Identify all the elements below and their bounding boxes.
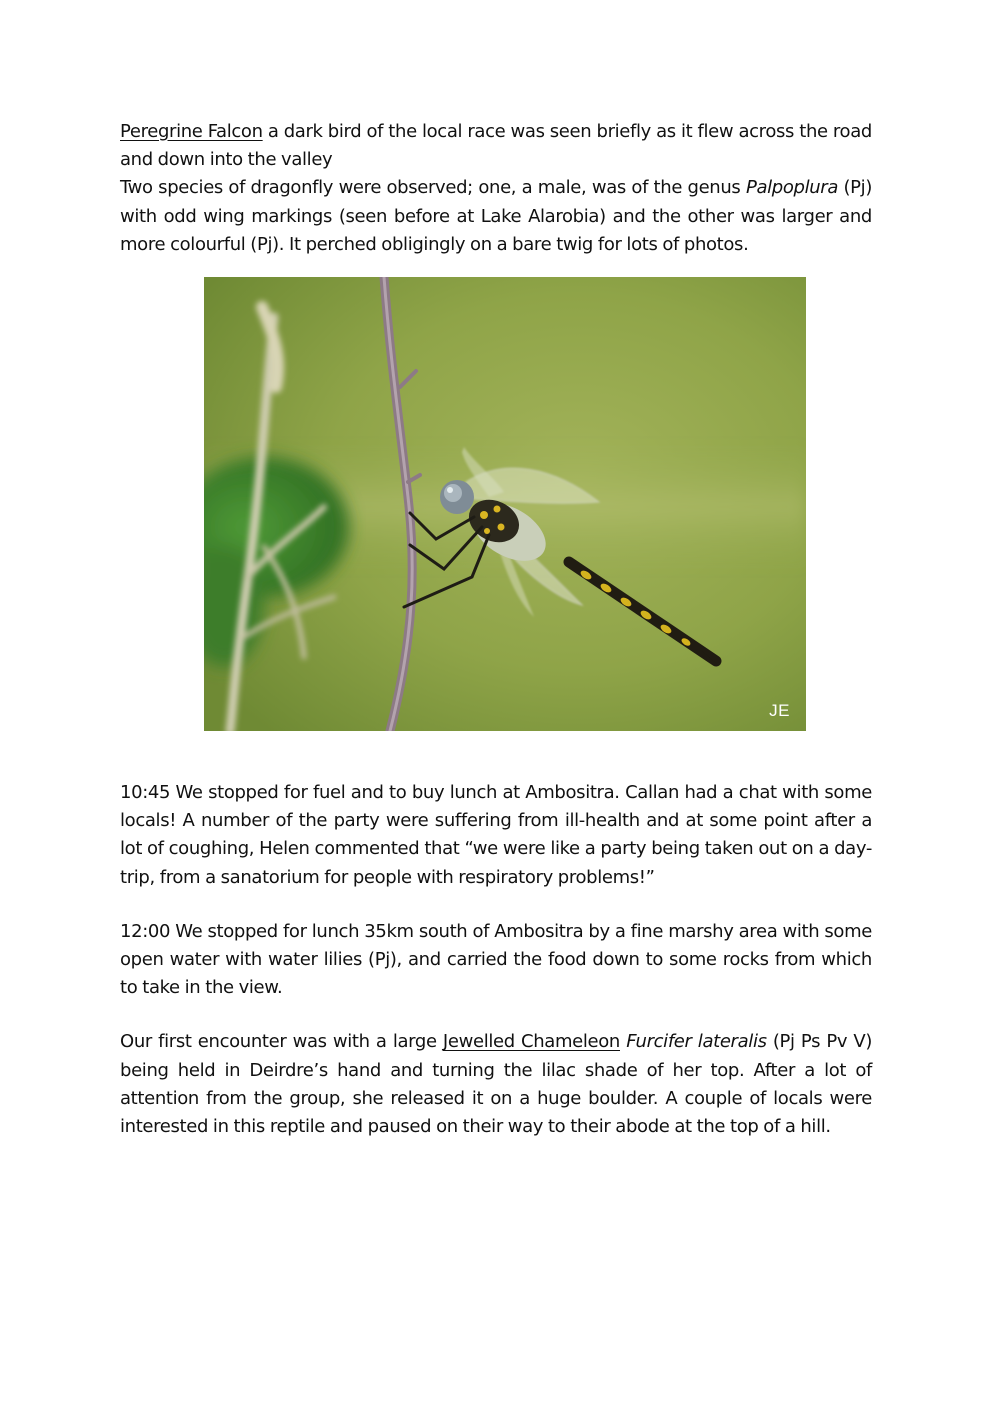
lunch-paragraph: 12:00 We stopped for lunch 35km south of Ambositra by a fine marshy area with some open water with water lilies (Pj), and carried the food down to some rocks from which to take in the view. [120, 920, 872, 999]
dragonfly-text-b: (Pj) with odd wing markings (seen before at Lake Alarobia) and the other was larger and more colourful (Pj). It perched obligingly on a bare twig for lots of photos. [120, 177, 873, 255]
dragonfly-photo [204, 277, 806, 731]
dragonfly-paragraph [120, 174, 872, 259]
jewelled-chameleon-species: Jewelled Chameleon [442, 1031, 620, 1053]
ambositra-fuel-paragraph: 10:45 We stopped for fuel and to buy lunch at Ambositra. Callan had a chat with some locals! A number of the party were suffering from ill-health and at some point after a lot of coughing, Helen commented that “we were like a party being taken out on a day-trip, from a sanatorium for people with respiratory problems!” [120, 782, 872, 888]
palpoplura-genus: Palpoplura [745, 177, 839, 199]
furcifer-lateralis-name: Furcifer lateralis [626, 1031, 767, 1053]
dragonfly-illustration [204, 277, 806, 731]
chameleon-text-b: (Pj Ps Pv V) being held in Deirdre’s hand and turning the lilac shade of her top. After a lot of attention from the group, she released it on a huge boulder. A couple of locals were interested in this reptile and paused on their way to their abode at the top of a hill. [120, 1031, 873, 1138]
falcon-text: a dark bird of the local race was seen briefly as it flew across the road and down into the valley [120, 121, 872, 171]
photo-credit: JE [769, 701, 790, 721]
chameleon-text-a: Our first encounter was with a large [120, 1031, 443, 1053]
paragraph-gap [120, 1002, 872, 1028]
document-page [120, 118, 872, 1141]
falcon-paragraph [120, 118, 872, 174]
chameleon-paragraph [120, 1028, 872, 1141]
peregrine-falcon-species: Peregrine Falcon [120, 121, 263, 142]
dragonfly-text-a: Two species of dragonfly were observed; one, a male, was of the genus [120, 177, 746, 199]
paragraph-gap [120, 892, 872, 918]
